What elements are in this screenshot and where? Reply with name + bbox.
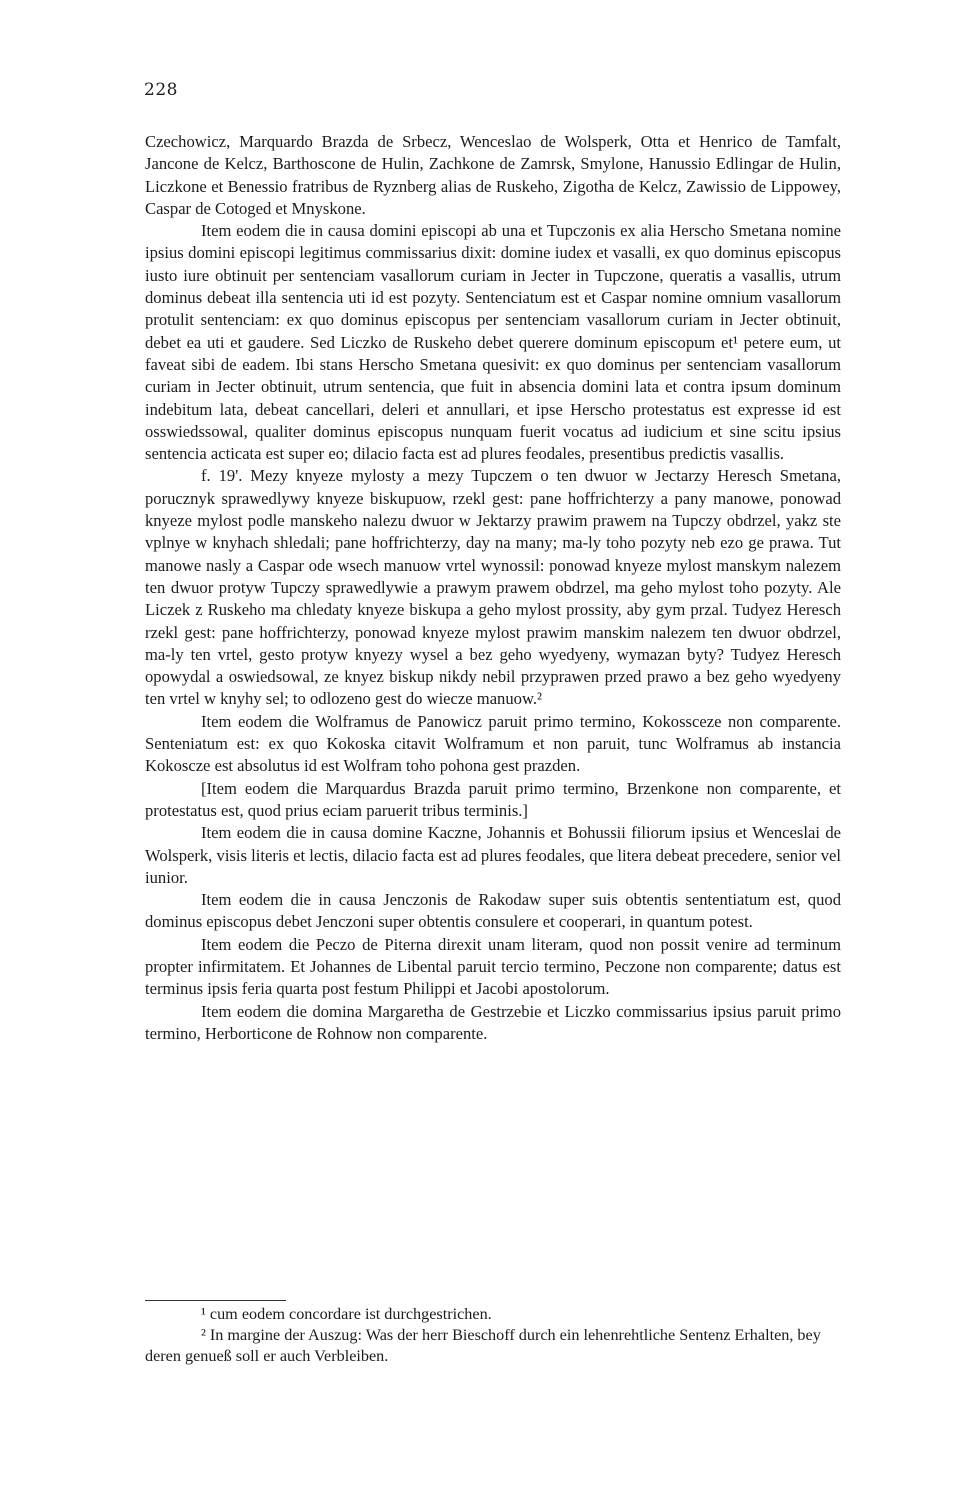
paragraph-1: Czechowicz, Marquardo Brazda de Srbecz, Wenceslao de Wolsperk, Otta et Henrico de Tamfalt, Jancone de Kelcz, Barthoscone de Hulin, Zachkone de Zamrsk, Smylone, Hanussio Edlingar de Hulin, Liczkone et Benessio fratribus de Ryznberg alias de Ruskeho, Zigotha de Kelcz, Zawissio de Lippowey, Caspar de Cotoged et Mnyskone. [145, 132, 841, 218]
footnote-1: ¹ cum eodem concordare ist durchgestrichen. [201, 1305, 492, 1323]
paragraph-3: f. 19'. Mezy knyeze mylosty a mezy Tupczem o ten dwuor w Jectarzy Heresch Smetana, porucznyk sprawedlywy knyeze biskupuow, rzekl gest: pane hoffrichterzy a pany manowe, ponowad knyeze mylost podle manskeho nalezu dwuor w Jektarzy prawim prawem na Tupczy obdrzel, yakz ste vplnye w knyhach shledali; pane hoffrichterzy, day na many; ma-ly toho pozyty neb ezo ge prawa. Tut manowe nasly a Caspar ode wsech manuow vrtel wynossil: ponowad knyeze mylost manskym nalezem ten dwuor protyw Tupczy sprawedlywie a prawym prawem obdrzel, ma geho mylost toho pozyty. Ale Liczek z Ruskeho ma chledaty knyeze biskupa a geho mylost prossity, aby gym przal. Tudyez Heresch rzekl gest: pane hoffrichterzy, ponowad knyeze mylost prawim manskim nalezem ten dwuor obdrzel, ma-ly ten vrtel, gesto protyw knyezy wysel a bez geho wyedyeny, wymazan byty? Tudyez Heresch opowydal a oswiedsowal, ze knyez biskup nikdy nebil przyprawen przed prawo a bez geho wyedyeny ten vrtel w knyhy sel; to odlozeno gest do wiecze manuow.² [145, 466, 841, 709]
body-text [145, 131, 841, 1045]
paragraph-4: Item eodem die Wolframus de Panowicz paruit primo termino, Kokossceze non comparente. Senteniatum est: ex quo Kokoska citavit Wolframum et non paruit, tunc Wolframus ab instancia Kokoscze est absolutus id est Wolfram toho pohona gest prazden. [145, 711, 841, 776]
paragraph-7: Item eodem die in causa Jenczonis de Rakodaw super suis obtentis sententiatum est, quod dominus episcopus debet Jenczoni super obtentis consulere et cooperari, in quantum potest. [145, 890, 841, 932]
paragraph-9: Item eodem die domina Margaretha de Gestrzebie et Liczko commissarius ipsius paruit primo termino, Herborticone de Rohnow non comparente. [145, 1001, 841, 1043]
footnotes [145, 1304, 841, 1367]
paragraph-6: Item eodem die in causa domine Kaczne, Johannis et Bohussii filiorum ipsius et Wenceslai de Wolsperk, visis literis et lectis, dilacio facta est ad plures feodales, que litera debeat precedere, senior vel iunior. [145, 823, 841, 887]
paragraph-8: Item eodem die Peczo de Piterna direxit unam literam, quod non possit venire ad terminum propter infirmitatem. Et Johannes de Libental paruit tercio termino, Peczone non comparente; datus est terminus ipsis feria quarta post festum Philippi et Jacobi apostolorum. [145, 934, 841, 999]
page-number: 228 [144, 80, 178, 100]
paragraph-5: [Item eodem die Marquardus Brazda paruit primo termino, Brzenkone non comparente, et protestatus est, quod prius eciam paruerit tribus terminis.] [145, 778, 841, 820]
footnote-2: ² In margine der Auszug: Was der herr Bieschoff durch ein lehenrehtliche Sentenz Erhalten, bey deren genueß soll er auch Verbleiben. [145, 1326, 821, 1365]
footnote-separator [145, 1300, 286, 1301]
paragraph-2: Item eodem die in causa domini episcopi ab una et Tupczonis ex alia Herscho Smetana nomine ipsius domini episcopi legitimus commissarius dixit: domine iudex et vasalli, ex quo dominus episcopus iusto iure obtinuit per sentenciam vasallorum curiam in Jecter in Tupczone, queratis a vasallis, utrum dominus debeat illa sentencia uti id est pozyty. Sentenciatum est et Caspar nomine omnium vasallorum protulit sentenciam: ex quo dominus episcopus per sentenciam vasallorum curiam in Jecter obtinuit, debet ea uti et gaudere. Sed Liczko de Ruskeho debet querere dominum episcopum et¹ petere eum, ut faveat sibi de eadem. Ibi stans Herscho Smetana quesivit: ex quo dominus per sentenciam vasallorum curiam in Jecter obtinuit, utrum sentencia, que fuit in absencia domini lata et contra ipsum dominum indebitum lata, debeat cancellari, deleri et annullari, et ipse Herscho protestatus est expresse id est osswiedssowal, qualiter dominus episcopus nunquam fuerit vocatus ad iudicium et sine scitu ipsius sentencia acticata est super eo; dilacio facta est ad plures feodales, presentibus predictis vasallis. [145, 221, 841, 464]
